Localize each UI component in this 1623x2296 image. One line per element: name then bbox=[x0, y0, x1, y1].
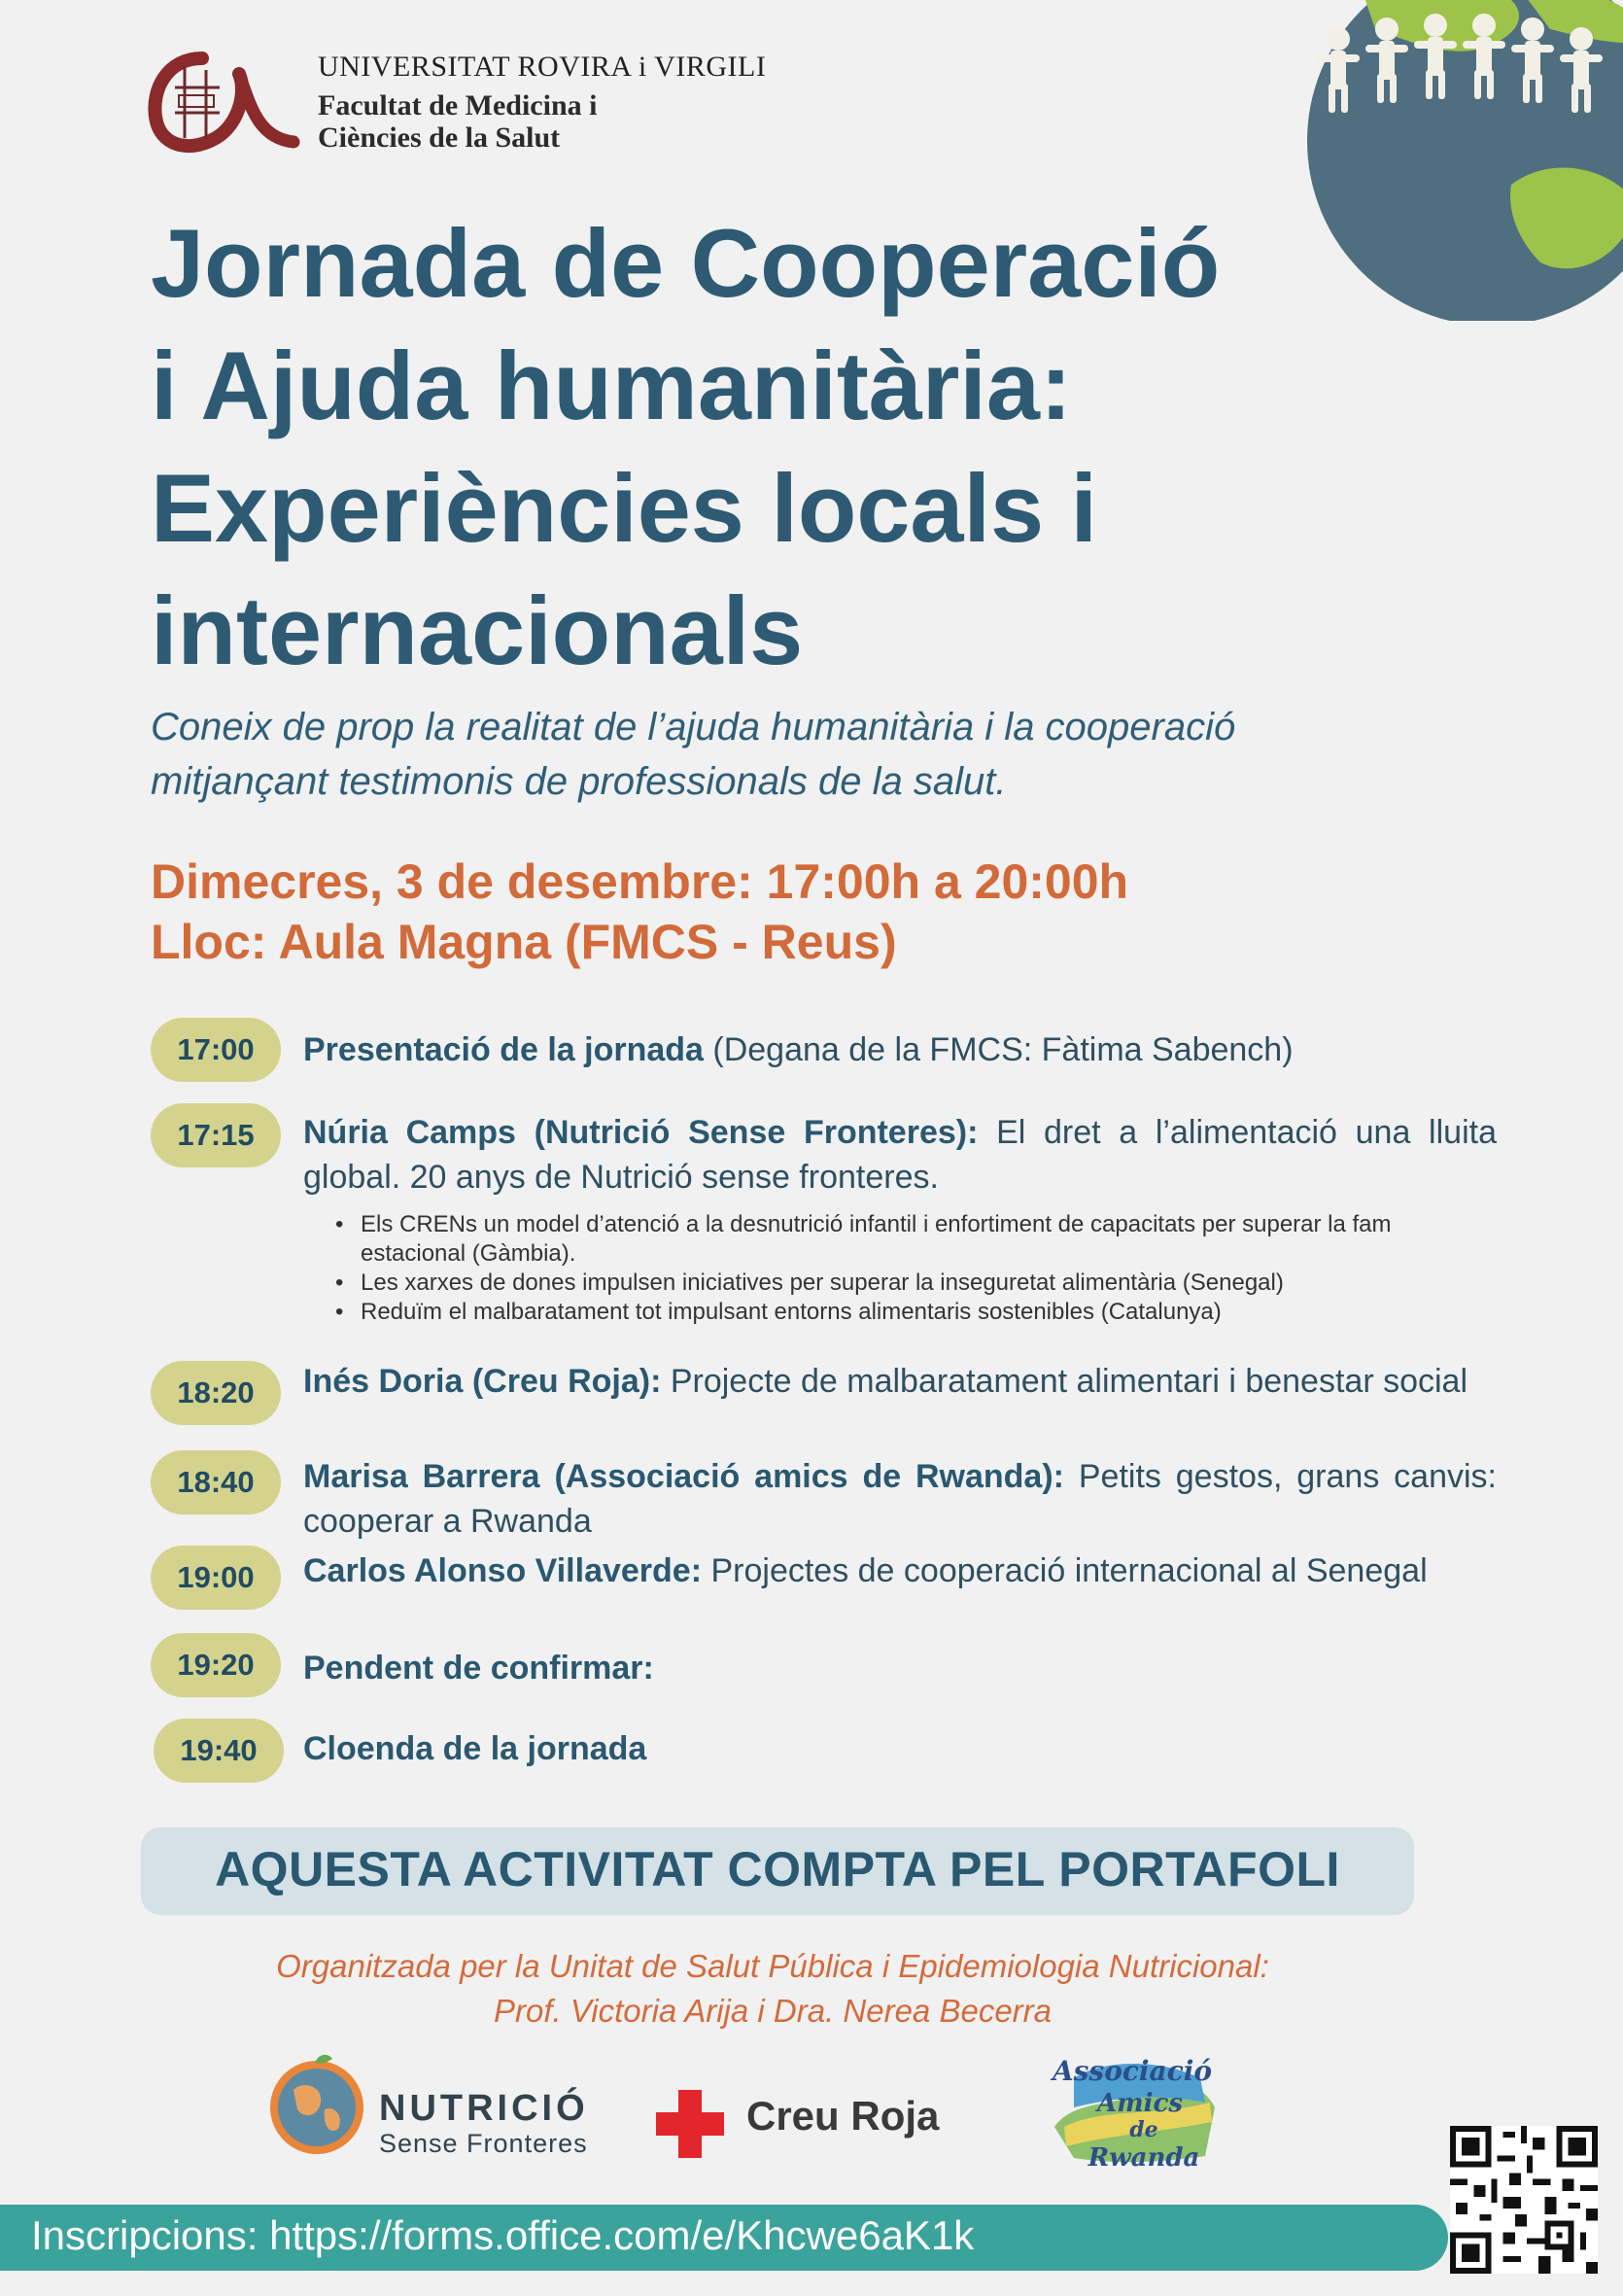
bullet-item: • Els CRENs un model d’atenció a la desnutrició infantil i enfortiment de capacitats per superar la fam estacional (Gàmbia). bbox=[335, 1210, 1502, 1269]
title-line: Experiències locals i bbox=[151, 454, 1098, 562]
program-item bbox=[303, 1027, 1497, 1072]
time-badge: 18:20 bbox=[151, 1361, 281, 1425]
bullet-list bbox=[335, 1210, 1502, 1327]
event-date: Dimecres, 3 de desembre: 17:00h a 20:00h bbox=[151, 854, 1129, 909]
program-item bbox=[303, 1726, 1497, 1771]
program-item bbox=[303, 1646, 1497, 1690]
rwanda-logo-text: de bbox=[1129, 2117, 1158, 2142]
rwanda-logo-text: Amics bbox=[1096, 2089, 1184, 2118]
speaker: Inés Doria (Creu Roja): bbox=[303, 1363, 662, 1400]
event-place: Lloc: Aula Magna (FMCS - Reus) bbox=[151, 915, 897, 969]
rwanda-logo-text: Rwanda bbox=[1088, 2143, 1200, 2173]
nutricio-name: NUTRICIÓ bbox=[379, 2088, 589, 2129]
amics-rwanda-logo bbox=[1035, 2049, 1229, 2175]
qr-code[interactable] bbox=[1450, 2126, 1598, 2274]
bullet-item: • Les xarxes de dones impulsen iniciatives per superar la inseguretat alimentària (Senegal) bbox=[335, 1269, 1502, 1298]
speaker: Presentació de la jornada bbox=[303, 1031, 704, 1068]
portfolio-banner bbox=[141, 1827, 1414, 1915]
organizer-line: Organitzada per la Unitat de Salut Pública i Epidemiologia Nutricional: bbox=[276, 1948, 1269, 1984]
university-logo bbox=[146, 49, 301, 157]
registration-link[interactable]: Inscripcions: https://forms.office.com/e/Khcwe6aK1k bbox=[31, 2212, 975, 2258]
registration-bar[interactable] bbox=[0, 2205, 1448, 2271]
time-badge: 17:15 bbox=[151, 1103, 281, 1167]
subtitle-line: mitjançant testimonis de professionals de la salut. bbox=[151, 760, 1007, 803]
topic: Petits gestos, grans canvis: cooperar a Rwanda bbox=[303, 1458, 1498, 1540]
banner-text: AQUESTA ACTIVITAT COMPTA PEL PORTAFOLI bbox=[215, 1842, 1340, 1896]
creu-roja-name: Creu Roja bbox=[746, 2093, 940, 2139]
title-line: Jornada de Cooperació bbox=[151, 209, 1221, 317]
bullet-item: • Reduïm el malbaratament tot impulsant entorns alimentaris sostenibles (Catalunya) bbox=[335, 1298, 1502, 1327]
speaker: Carlos Alonso Villaverde: bbox=[303, 1552, 703, 1589]
program-item bbox=[303, 1110, 1497, 1200]
nutricio-subtitle: Sense Fronteres bbox=[379, 2129, 588, 2158]
event-subtitle bbox=[151, 700, 1235, 809]
event-date-place bbox=[151, 852, 1128, 972]
speaker: Cloenda de la jornada bbox=[303, 1730, 647, 1767]
program-item bbox=[303, 1363, 1497, 1400]
university-name: UNIVERSITAT ROVIRA i VIRGILI bbox=[318, 51, 767, 83]
topic: (Degana de la FMCS: Fàtima Sabench) bbox=[703, 1031, 1294, 1068]
red-cross-icon bbox=[656, 2090, 724, 2158]
time-badge: 19:40 bbox=[154, 1719, 284, 1783]
organizer-line: Prof. Victoria Arija i Dra. Nerea Becerra bbox=[493, 1993, 1053, 2029]
speaker: Pendent de confirmar: bbox=[303, 1650, 654, 1687]
time-badge: 19:00 bbox=[151, 1546, 281, 1610]
speaker: Núria Camps (Nutrició Sense Fronteres): bbox=[303, 1114, 979, 1151]
title-line: i Ajuda humanitària: bbox=[151, 331, 1072, 439]
time-badge: 19:20 bbox=[151, 1633, 281, 1697]
time-badge: 18:40 bbox=[151, 1450, 281, 1514]
time-badge: 17:00 bbox=[151, 1018, 281, 1082]
topic: Projecte de malbaratament alimentari i benestar social bbox=[661, 1363, 1468, 1400]
event-title bbox=[151, 202, 1365, 692]
topic: El dret a l’alimentació una lluita global. 20 anys de Nutrició sense fronteres. bbox=[303, 1114, 1497, 1196]
program-item bbox=[303, 1454, 1497, 1544]
nutricio-sense-fronteres-logo bbox=[264, 2051, 369, 2156]
topic: Projectes de cooperació internacional al Senegal bbox=[702, 1552, 1428, 1589]
faculty-name-line1: Facultat de Medicina i bbox=[318, 89, 598, 122]
title-line: internacionals bbox=[151, 576, 804, 684]
rwanda-logo-text: Associació bbox=[1052, 2055, 1213, 2087]
subtitle-line: Coneix de prop la realitat de l’ajuda humanitària i la cooperació bbox=[151, 706, 1236, 748]
faculty-name-line2: Ciències de la Salut bbox=[318, 122, 561, 154]
speaker: Marisa Barrera (Associació amics de Rwanda): bbox=[303, 1458, 1064, 1495]
organizer-text bbox=[0, 1944, 1545, 2034]
program-item bbox=[303, 1553, 1545, 1588]
